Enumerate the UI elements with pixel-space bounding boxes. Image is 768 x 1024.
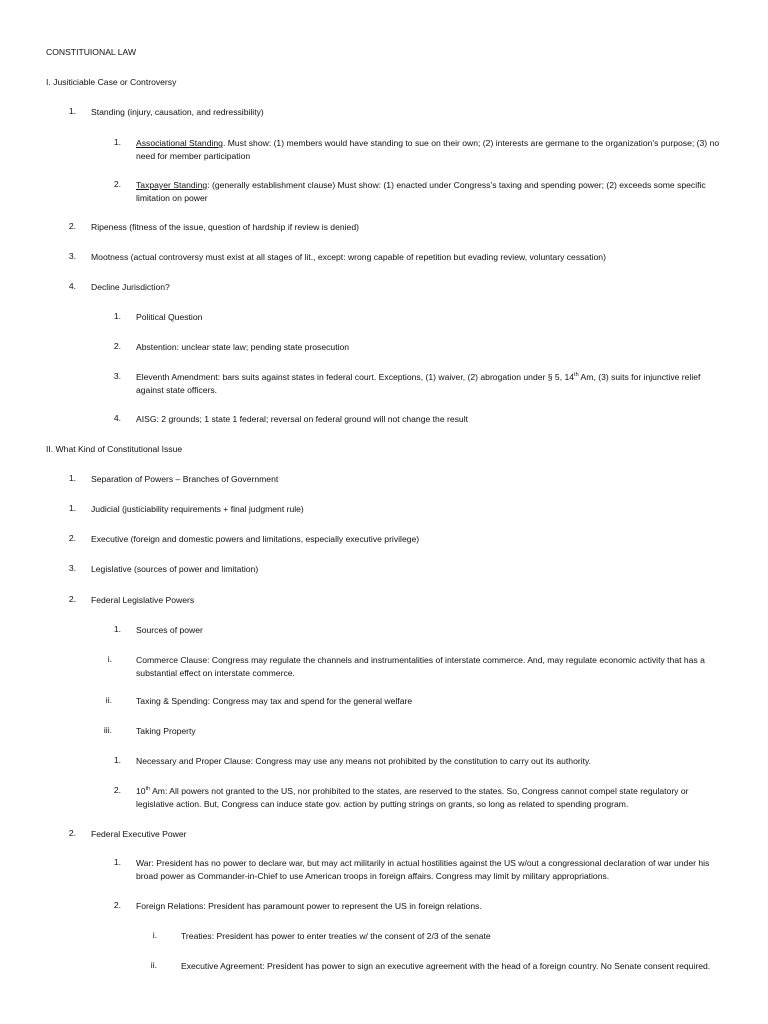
item-number: 2. bbox=[113, 179, 121, 189]
item-number: 2. bbox=[113, 785, 121, 795]
item-text: Abstention: unclear state law; pending state prosecution bbox=[136, 342, 350, 352]
item-body: . Must show: (1) members would have standing to sue on their own; (2) interests are germane to the organization’s purpose; (3) no need for member participation bbox=[136, 138, 720, 161]
item-text: Mootness (actual controversy must exist at all stages of lit., except: wrong capable of repetition but evading review, voluntary cessation) bbox=[91, 252, 606, 262]
item-text: Judicial (justiciability requirements + final judgment rule) bbox=[91, 504, 304, 514]
item-number: 1. bbox=[113, 137, 121, 147]
item-text: Foreign Relations: President has paramount power to represent the US in foreign relations. bbox=[136, 901, 482, 911]
item-number: 1. bbox=[113, 311, 121, 321]
item-number: ii. bbox=[150, 960, 157, 970]
item-number: i. bbox=[152, 930, 157, 940]
item-number: i. bbox=[107, 654, 112, 664]
item-text: AISG: 2 grounds; 1 state 1 federal; reversal on federal ground will not change the result bbox=[136, 414, 469, 424]
item-text: Legislative (sources of power and limitation) bbox=[91, 564, 259, 574]
item-body: : (generally establishment clause) Must show: (1) enacted under Congress’s taxing and spending power; (2) exceeds some specific limitation on power bbox=[136, 180, 706, 203]
item-number: 1. bbox=[113, 624, 121, 634]
superscript: th bbox=[145, 786, 151, 793]
item-number: 3. bbox=[68, 563, 76, 573]
item-number: 3. bbox=[113, 371, 121, 381]
item-text bbox=[136, 137, 724, 162]
item-text-part: 10 bbox=[136, 786, 146, 796]
item-text: Executive (foreign and domestic powers and limitations, especially executive privilege) bbox=[91, 534, 420, 544]
item-text: Taxing & Spending: Congress may tax and spend for the general welfare bbox=[136, 696, 413, 706]
item-number: 2. bbox=[113, 900, 121, 910]
item-number: 1. bbox=[113, 755, 121, 765]
item-number: iii. bbox=[103, 725, 112, 735]
item-text: Necessary and Proper Clause: Congress may use any means not prohibited by the constitution to carry out its authority. bbox=[136, 756, 592, 766]
item-text: War: President has no power to declare war, but may act militarily in actual hostilities against the US w/out a congressional declaration of war under his broad power as Commander-in-Chief to use American troops in foreign affairs. Congress may limit by military appropriations. bbox=[136, 858, 710, 881]
item-text bbox=[136, 785, 724, 810]
item-number: 2. bbox=[68, 828, 76, 838]
item-number: 1. bbox=[113, 857, 121, 867]
item-number: 3. bbox=[68, 251, 76, 261]
item-label: Associational Standing bbox=[136, 138, 223, 148]
item-text: Commerce Clause: Congress may regulate the channels and instrumentalities of interstate commerce. And, may regulate economic activity that has a substantial effect on interstate commerce. bbox=[136, 655, 705, 678]
item-text: Treaties: President has power to enter treaties w/ the consent of 2/3 of the senate bbox=[181, 931, 491, 941]
item-text bbox=[136, 179, 724, 204]
item-number: 2. bbox=[68, 533, 76, 543]
item-text-part: Eleventh Amendment: bars suits against states in federal court. Exceptions, (1) waiver, (2) abrogation under § 5, 14 bbox=[136, 372, 575, 382]
item-text: Political Question bbox=[136, 312, 203, 322]
section-heading-text: II. What Kind of Constitutional Issue bbox=[46, 444, 183, 454]
superscript: th bbox=[574, 372, 579, 379]
document-title: CONSTITUIONAL LAW bbox=[46, 47, 137, 57]
item-text-part: Am, (3) suits for injunctive relief against state officers. bbox=[136, 372, 701, 395]
item-number: 2. bbox=[68, 594, 76, 604]
item-text: Executive Agreement: President has power to sign an executive agreement with the head of a foreign country. No Senate consent required. bbox=[181, 961, 711, 971]
item-number: ii. bbox=[105, 695, 112, 705]
item-number: 1. bbox=[68, 473, 76, 483]
item-label: Taxpayer Standing bbox=[136, 180, 208, 190]
item-text: Federal Legislative Powers bbox=[91, 595, 195, 605]
item-text: Ripeness (fitness of the issue, question of hardship if review is denied) bbox=[91, 222, 359, 232]
item-number: 4. bbox=[113, 413, 121, 423]
item-number: 1. bbox=[68, 503, 76, 513]
item-text-part: Am: All powers not granted to the US, nor prohibited to the states, are reserved to the states. So, Congress cannot compel state regulatory or legislative action. But, Congress can induce state gov. action by putting strings on grants, so long as related to spending program. bbox=[136, 786, 689, 809]
item-text: Sources of power bbox=[136, 625, 203, 635]
item-text bbox=[136, 371, 724, 396]
item-number: 2. bbox=[68, 221, 76, 231]
item-number: 2. bbox=[113, 341, 121, 351]
item-text: Standing (injury, causation, and redressibility) bbox=[91, 107, 264, 117]
item-number: 1. bbox=[68, 106, 76, 116]
item-number: 4. bbox=[68, 281, 76, 291]
section-heading-text: I. Jusiticiable Case or Controversy bbox=[46, 77, 177, 87]
item-text: Taking Property bbox=[136, 726, 196, 736]
item-text: Decline Jurisdiction? bbox=[91, 282, 170, 292]
item-text: Separation of Powers – Branches of Government bbox=[91, 474, 279, 484]
item-text: Federal Executive Power bbox=[91, 829, 187, 839]
